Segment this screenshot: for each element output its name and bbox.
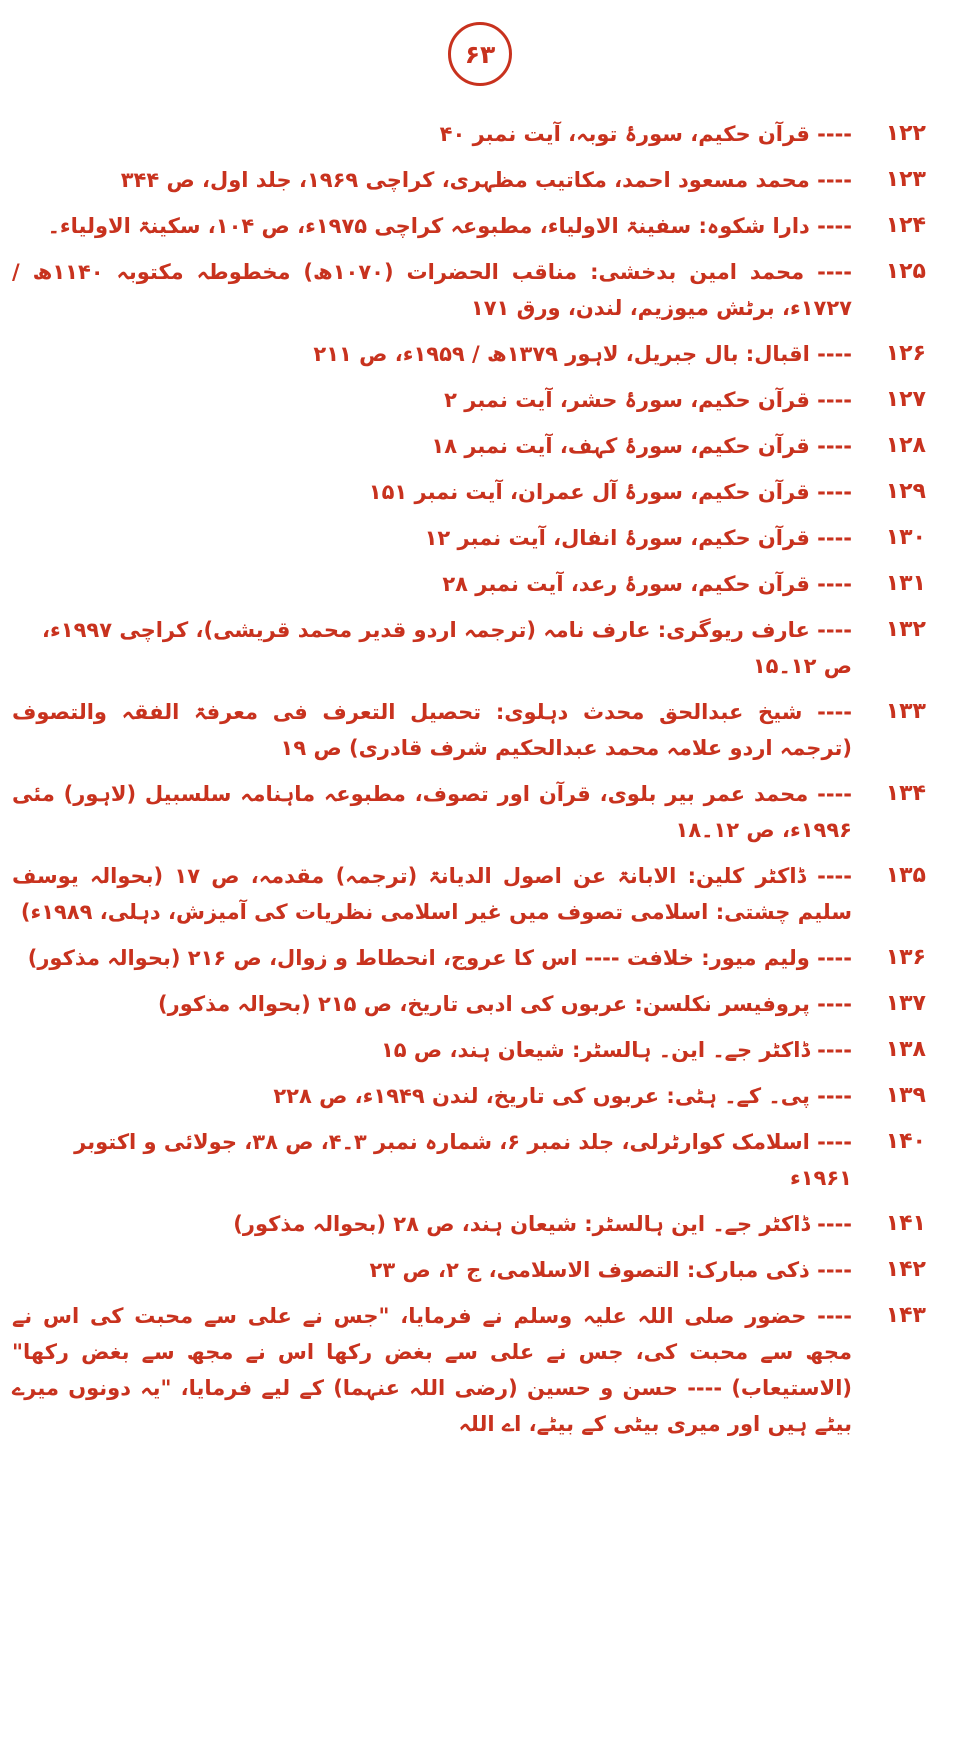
footnote-number: ۱۲۵: [885, 259, 926, 284]
footnote-text: ---- پی۔ کے۔ ہٹی: عربوں کی تاریخ، لندن ۱۹۴۹ء، ص ۲۲۸: [273, 1084, 852, 1108]
footnote-text: ---- قرآن حکیم، سورۂ انفال، آیت نمبر ۱۲: [424, 526, 852, 550]
footnote-text: ---- قرآن حکیم، سورۂ حشر، آیت نمبر ۲: [444, 388, 852, 412]
footnote-text: ---- قرآن حکیم، سورۂ رعد، آیت نمبر ۲۸: [442, 572, 852, 596]
footnote-141: [12, 1206, 940, 1242]
footnote-number: ۱۳۱: [885, 571, 926, 596]
footnote-number: ۱۲۳: [885, 167, 926, 192]
footnote-137: [12, 986, 940, 1022]
footnote-text: ---- محمد مسعود احمد، مکاتیب مظہری، کراچی ۱۹۶۹، جلد اول، ص ۳۴۴: [120, 168, 852, 192]
footnote-text: ---- قرآن حکیم، سورۂ توبہ، آیت نمبر ۴۰: [439, 122, 852, 146]
footnote-text: ---- محمد امین بدخشی: مناقب الحضرات (۱۰۷۰ھ) مخطوطہ مکتوبہ ۱۱۴۰ھ / ۱۷۲۷ء، برٹش میوزیم، لندن، ورق ۱۷۱: [12, 260, 852, 320]
footnote-140: [12, 1124, 940, 1196]
footnote-number: ۱۳۲: [885, 617, 926, 642]
footnote-text: ---- محمد عمر بیر بلوی، قرآن اور تصوف، مطبوعہ ماہنامہ سلسبیل (لاہور) مئی ۱۹۹۶ء، ص ۱۲۔۱۸: [12, 782, 852, 842]
footnote-number: ۱۳۵: [885, 863, 926, 888]
footnote-130: [12, 520, 940, 556]
footnote-text: ---- پروفیسر نکلسن: عربوں کی ادبی تاریخ، ص ۲۱۵ (بحوالہ مذکور): [158, 992, 852, 1016]
footnote-131: [12, 566, 940, 602]
footnote-number: ۱۲۷: [885, 387, 926, 412]
footnote-text: ---- اقبال: بال جبریل، لاہور ۱۳۷۹ھ / ۱۹۵۹ء، ص ۲۱۱: [313, 342, 852, 366]
footnote-text: ---- ڈاکٹر کلین: الابانۃ عن اصول الدیانۃ (ترجمہ) مقدمہ، ص ۱۷ (بحوالہ یوسف سلیم چشتی: اسلامی تصوف میں غیر اسلامی نظریات کی آمیزش، دہلی، ۱۹۸۹ء): [12, 864, 852, 924]
footnote-133: [12, 694, 940, 766]
footnote-number: ۱۲۲: [885, 121, 926, 146]
footnote-129: [12, 474, 940, 510]
footnote-text: ---- قرآن حکیم، سورۂ کہف، آیت نمبر ۱۸: [431, 434, 852, 458]
footnote-number: ۱۳۸: [885, 1037, 926, 1062]
footnote-text: ---- ولیم میور: خلافت ---- اس کا عروج، انحطاط و زوال، ص ۲۱۶ (بحوالہ مذکور): [27, 946, 852, 970]
footnote-text: ---- ذکی مبارک: التصوف الاسلامی، ج ۲، ص ۲۳: [369, 1258, 852, 1282]
footnotes-list: [12, 116, 940, 1452]
footnote-122: [12, 116, 940, 152]
footnote-number: ۱۲۹: [885, 479, 926, 504]
footnote-139: [12, 1078, 940, 1114]
footnote-127: [12, 382, 940, 418]
footnote-number: ۱۳۶: [885, 945, 926, 970]
footnote-123: [12, 162, 940, 198]
footnote-number: ۱۳۳: [885, 699, 926, 724]
footnote-124: [12, 208, 940, 244]
footnote-number: ۱۴۱: [885, 1211, 926, 1236]
footnote-number: ۱۲۸: [885, 433, 926, 458]
footnote-135: [12, 858, 940, 930]
footnote-128: [12, 428, 940, 464]
footnote-number: ۱۲۴: [885, 213, 926, 238]
page-number: ۶۳: [448, 22, 512, 86]
footnote-number: ۱۳۴: [885, 781, 926, 806]
footnote-134: [12, 776, 940, 848]
footnote-text: ---- شیخ عبدالحق محدث دہلوی: تحصیل التعرف فی معرفۃ الفقہ والتصوف (ترجمہ اردو علامہ محمد عبدالحکیم شرف قادری) ص ۱۹: [12, 700, 852, 760]
footnote-138: [12, 1032, 940, 1068]
footnote-142: [12, 1252, 940, 1288]
footnote-number: ۱۴۲: [885, 1257, 926, 1282]
footnote-text: ---- اسلامک کوارٹرلی، جلد نمبر ۶، شمارہ نمبر ۳۔۴، ص ۳۸، جولائی و اکتوبر ۱۹۶۱ء: [74, 1130, 852, 1190]
footnote-number: ۱۴۳: [885, 1303, 926, 1328]
footnote-number: ۱۳۰: [885, 525, 926, 550]
footnote-126: [12, 336, 940, 372]
footnote-text: ---- قرآن حکیم، سورۂ آل عمران، آیت نمبر ۱۵۱: [368, 480, 852, 504]
footnote-125: [12, 254, 940, 326]
footnote-number: ۱۳۷: [885, 991, 926, 1016]
footnote-number: ۱۳۹: [885, 1083, 926, 1108]
footnote-text: ---- ڈاکٹر جے۔ این ہالسٹر: شیعان ہند، ص ۲۸ (بحوالہ مذکور): [233, 1212, 852, 1236]
footnote-text: ---- دارا شکوہ: سفینۃ الاولیاء، مطبوعہ کراچی ۱۹۷۵ء، ص ۱۰۴، سکینۃ الاولیاء۔: [47, 214, 852, 238]
footnote-text: ---- ڈاکٹر جے۔ این۔ ہالسٹر: شیعان ہند، ص ۱۵: [380, 1038, 852, 1062]
footnote-number: ۱۴۰: [885, 1129, 926, 1154]
footnote-136: [12, 940, 940, 976]
footnote-text: ---- حضور صلی اللہ علیہ وسلم نے فرمایا، "جس نے علی سے محبت کی اس نے مجھ سے محبت کی، جس نے علی سے بغض رکھا اس نے مجھ سے بغض رکھا" (الاستیعاب) ---- حسن و حسین (رضی اللہ عنہما) کے لیے فرمایا، "یہ دونوں میرے بیٹے ہیں اور میری بیٹی کے بیٹے، اے اللہ: [12, 1304, 852, 1436]
footnote-text: ---- عارف ریوگری: عارف نامہ (ترجمہ اردو قدیر محمد قریشی)، کراچی ۱۹۹۷ء، ص ۱۲۔۱۵: [42, 618, 852, 678]
footnote-143: [12, 1298, 940, 1442]
footnote-132: [12, 612, 940, 684]
footnote-number: ۱۲۶: [885, 341, 926, 366]
